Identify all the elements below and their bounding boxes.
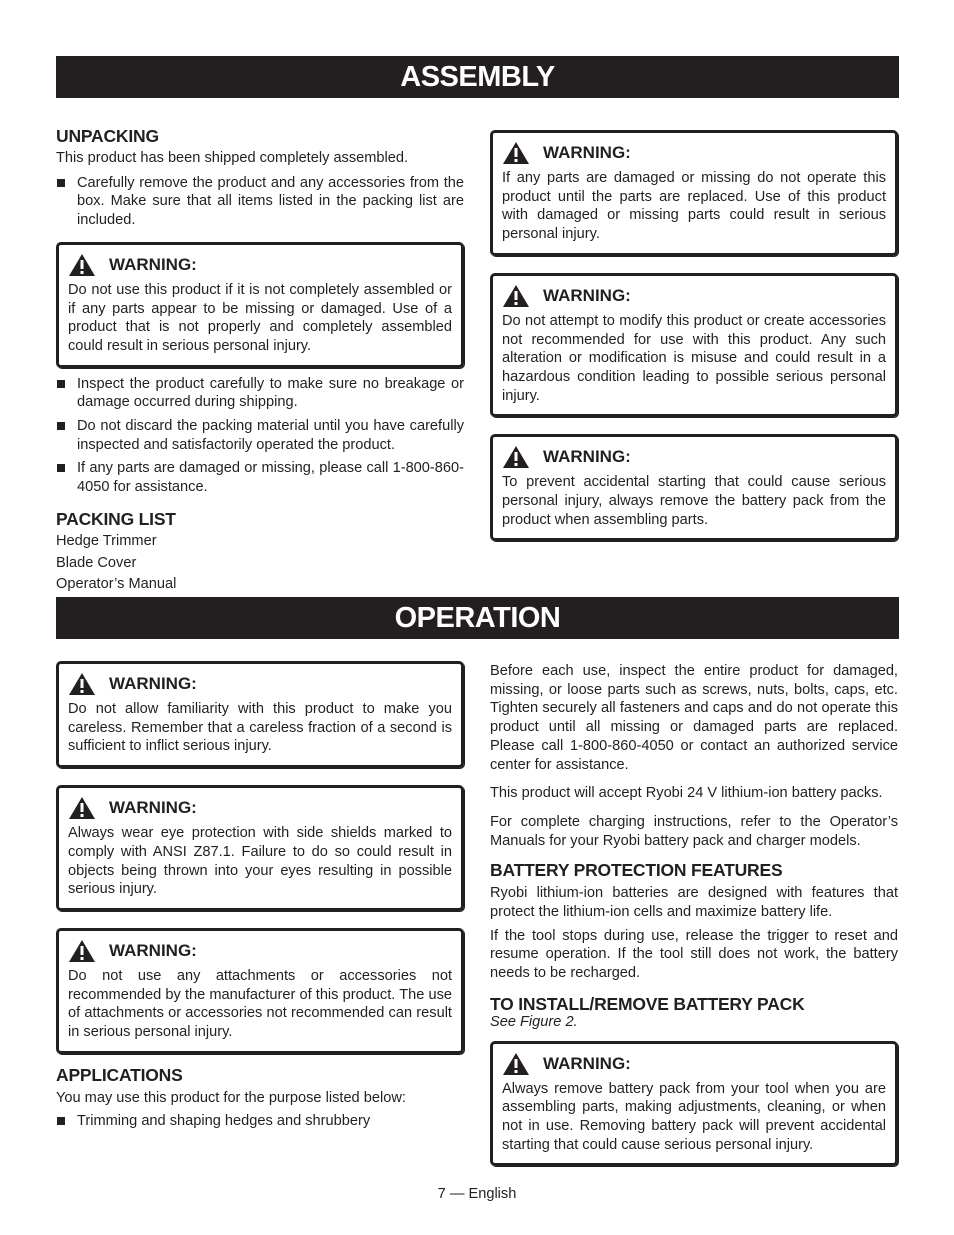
packing-list-item: Blade Cover bbox=[56, 554, 137, 571]
warning-title: WARNING: bbox=[109, 254, 197, 274]
warning-title: WARNING: bbox=[543, 285, 631, 305]
warning-title: WARNING: bbox=[109, 674, 197, 693]
warning-text: Always remove battery pack from your tool when you are assembling parts, making adjustments, cleaning, or when not in use. Removing battery pack will prevent accidental starting that could cause serious personal injury. bbox=[502, 1080, 886, 1153]
battery-removal-warning-box bbox=[490, 434, 898, 541]
unpacking-heading: UNPACKING bbox=[56, 126, 159, 146]
inspection-paragraph: Before each use, inspect the entire product for damaged, missing, or loose parts such as screws, nuts, bolts, caps, etc. Tighten securely all fasteners and caps and do not operate this product until all missing or damaged parts are replaced. Please call 1-800-860-4050 or contact an authorized service center for assistance. bbox=[490, 663, 898, 773]
warning-title: WARNING: bbox=[543, 1053, 631, 1073]
unpacking-bullet-4: If any parts are damaged or missing, please call 1-800-860-4050 for assistance. bbox=[56, 459, 464, 496]
warning-text: To prevent accidental starting that could cause serious personal injury, always remove the battery pack from the product when assembling parts. bbox=[502, 474, 886, 528]
unpacking-bullet-2: Inspect the product carefully to make sure no breakage or damage occurred during shipping. bbox=[56, 375, 464, 412]
battery-protection-paragraph-2: If the tool stops during use, release the trigger to reset and resume operation. If the tool still does not work, the battery needs to be recharged. bbox=[490, 927, 898, 982]
warning-triangle-icon bbox=[68, 939, 96, 963]
unpacking-bullet-3: Do not discard the packing material until you have carefully inspected and satisfactorily operated the product. bbox=[56, 417, 464, 454]
unpacking-warning-box bbox=[56, 242, 464, 368]
unpacking-bullet-1: Carefully remove the product and any accessories from the box. Make sure that all items listed in the packing list are included. bbox=[56, 174, 464, 230]
applications-intro: You may use this product for the purpose listed below: bbox=[56, 1089, 406, 1106]
warning-text: Do not attempt to modify this product or create accessories not recommended for use with this product. Any such alteration or modification is misuse and could result in a hazardous condition leading to possible serious personal injury. bbox=[502, 312, 886, 404]
unpacking-intro: This product has been shipped completely assembled. bbox=[56, 150, 409, 166]
page-footer: 7 — English bbox=[437, 1186, 517, 1202]
warning-title: WARNING: bbox=[543, 143, 631, 162]
warning-triangle-icon bbox=[502, 1052, 530, 1076]
warning-title: WARNING: bbox=[543, 447, 631, 467]
assembly-banner: ASSEMBLY bbox=[56, 56, 899, 98]
warning-text: Do not use any attachments or accessories not recommended by the manufacturer of this product. The use of attachments or accessories not recommended can result in serious personal injury. bbox=[68, 967, 452, 1041]
warning-triangle-icon bbox=[502, 284, 530, 308]
warning-title: WARNING: bbox=[109, 798, 197, 818]
battery-protection-paragraph-1: Ryobi lithium-ion batteries are designed with features that protect the lithium-ion cells and maximize battery life. bbox=[490, 885, 898, 921]
operation-right-column bbox=[490, 662, 898, 1166]
warning-text: Do not use this product if it is not completely assembled or if any parts appear to be missing or damaged. Use of a product that is not properly and completely assembled could result in serious personal injury. bbox=[68, 281, 452, 354]
assembly-right-column bbox=[490, 130, 898, 541]
install-battery-heading: TO INSTALL/REMOVE BATTERY PACK bbox=[490, 993, 805, 1014]
warning-triangle-icon bbox=[68, 672, 96, 696]
attachments-warning-box bbox=[56, 928, 464, 1054]
charging-paragraph: For complete charging instructions, refer to the Operator’s Manuals for your Ryobi battery pack and charger models. bbox=[490, 813, 898, 849]
warning-text: If any parts are damaged or missing do not operate this product until the parts are replaced. Use of this product with damaged or missing parts could result in serious personal injury. bbox=[502, 170, 886, 243]
warning-title: WARNING: bbox=[109, 940, 197, 960]
warning-triangle-icon bbox=[68, 796, 96, 820]
battery-compat-paragraph: This product will accept Ryobi 24 V lithium-ion battery packs. bbox=[490, 785, 883, 802]
warning-triangle-icon bbox=[502, 141, 530, 165]
operation-left-column bbox=[56, 661, 464, 1131]
warning-text: Always wear eye protection with side shields marked to comply with ANSI Z87.1. Failure to do so could result in objects being thrown into your eyes resulting in possible serious injury. bbox=[68, 825, 452, 898]
remove-battery-warning-box bbox=[490, 1041, 898, 1167]
warning-text: Do not allow familiarity with this product to make you careless. Remember that a careless fraction of a second is sufficient to inflict serious injury. bbox=[68, 701, 452, 755]
warning-triangle-icon bbox=[68, 253, 96, 277]
applications-bullet-1: Trimming and shaping hedges and shrubbery bbox=[56, 1112, 464, 1131]
assembly-left-column bbox=[56, 125, 464, 594]
operation-banner: OPERATION bbox=[56, 597, 899, 639]
warning-triangle-icon bbox=[502, 445, 530, 469]
eye-protection-warning-box bbox=[56, 785, 464, 911]
modify-warning-box bbox=[490, 273, 898, 418]
packing-list-heading: PACKING LIST bbox=[56, 508, 176, 529]
see-figure-reference: See Figure 2. bbox=[490, 1013, 578, 1030]
packing-list-item: Hedge Trimmer bbox=[56, 532, 157, 549]
packing-list-item: Operator’s Manual bbox=[56, 576, 177, 593]
applications-heading: APPLICATIONS bbox=[56, 1064, 183, 1085]
battery-protection-heading: BATTERY PROTECTION FEATURES bbox=[490, 860, 783, 881]
familiarity-warning-box bbox=[56, 661, 464, 768]
missing-parts-warning-box bbox=[490, 130, 898, 256]
